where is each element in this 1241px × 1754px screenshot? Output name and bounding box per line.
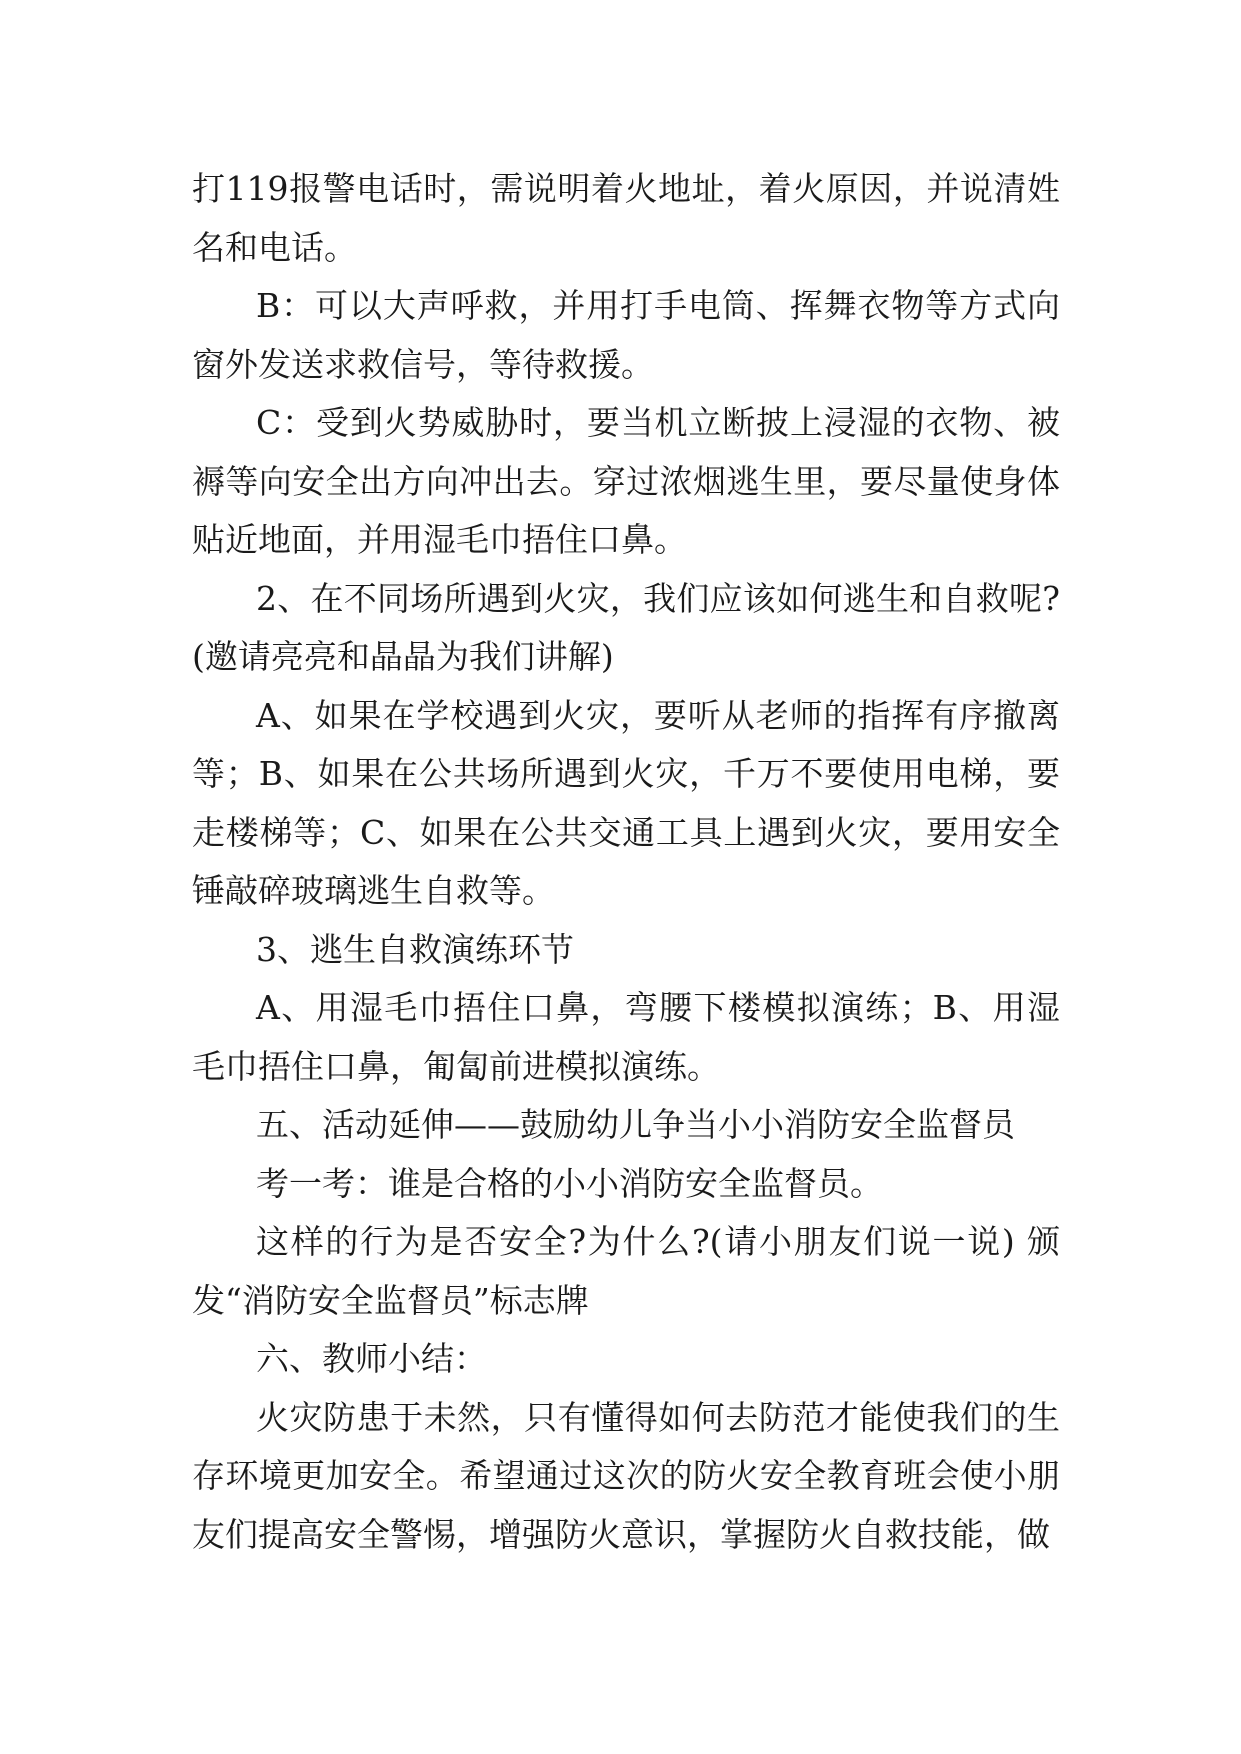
paragraph-5: A、如果在学校遇到火灾，要听从老师的指挥有序撤离等；B、如果在公共场所遇到火灾，千万不要使用电梯，要走楼梯等；C、如果在公共交通工具上遇到火灾，要用安全锤敲碎玻璃逃生自救等。 xyxy=(192,695,1060,910)
paragraph-2: B：可以大声呼救，并用打手电筒、挥舞衣物等方式向窗外发送求救信号，等待救援。 xyxy=(192,286,1060,384)
paragraph-8: 五、活动延伸——鼓励幼儿争当小小消防安全监督员 xyxy=(256,1105,1015,1144)
paragraph-7: A、用湿毛巾捂住口鼻，弯腰下楼模拟演练；B、用湿毛巾捂住口鼻，匍匐前进模拟演练。 xyxy=(192,988,1060,1086)
paragraph-4: 2、在不同场所遇到火灾，我们应该如何逃生和自救呢?(邀请亮亮和晶晶为我们讲解) xyxy=(192,578,1060,676)
paragraph-3: C：受到火势威胁时，要当机立断披上浸湿的衣物、被褥等向安全出方向冲出去。穿过浓烟逃生里，要尽量使身体贴近地面，并用湿毛巾捂住口鼻。 xyxy=(192,403,1060,559)
paragraph-11: 六、教师小结： xyxy=(256,1339,487,1378)
paragraph-10: 这样的行为是否安全?为什么?(请小朋友们说一说) 颁发“消防安全监督员”标志牌 xyxy=(192,1222,1060,1320)
paragraph-6: 3、逃生自救演练环节 xyxy=(256,929,574,969)
document-page xyxy=(192,160,1060,1564)
paragraph-12: 火灾防患于未然，只有懂得如何去防范才能使我们的生存环境更加安全。希望通过这次的防火安全教育班会使小朋友们提高安全警惕，增强防火意识，掌握防火自救技能，做 xyxy=(192,1397,1060,1554)
paragraph-1: 打119报警电话时，需说明着火地址，着火原因，并说清姓名和电话。 xyxy=(192,169,1060,267)
paragraph-9: 考一考：谁是合格的小小消防安全监督员。 xyxy=(256,1163,883,1203)
